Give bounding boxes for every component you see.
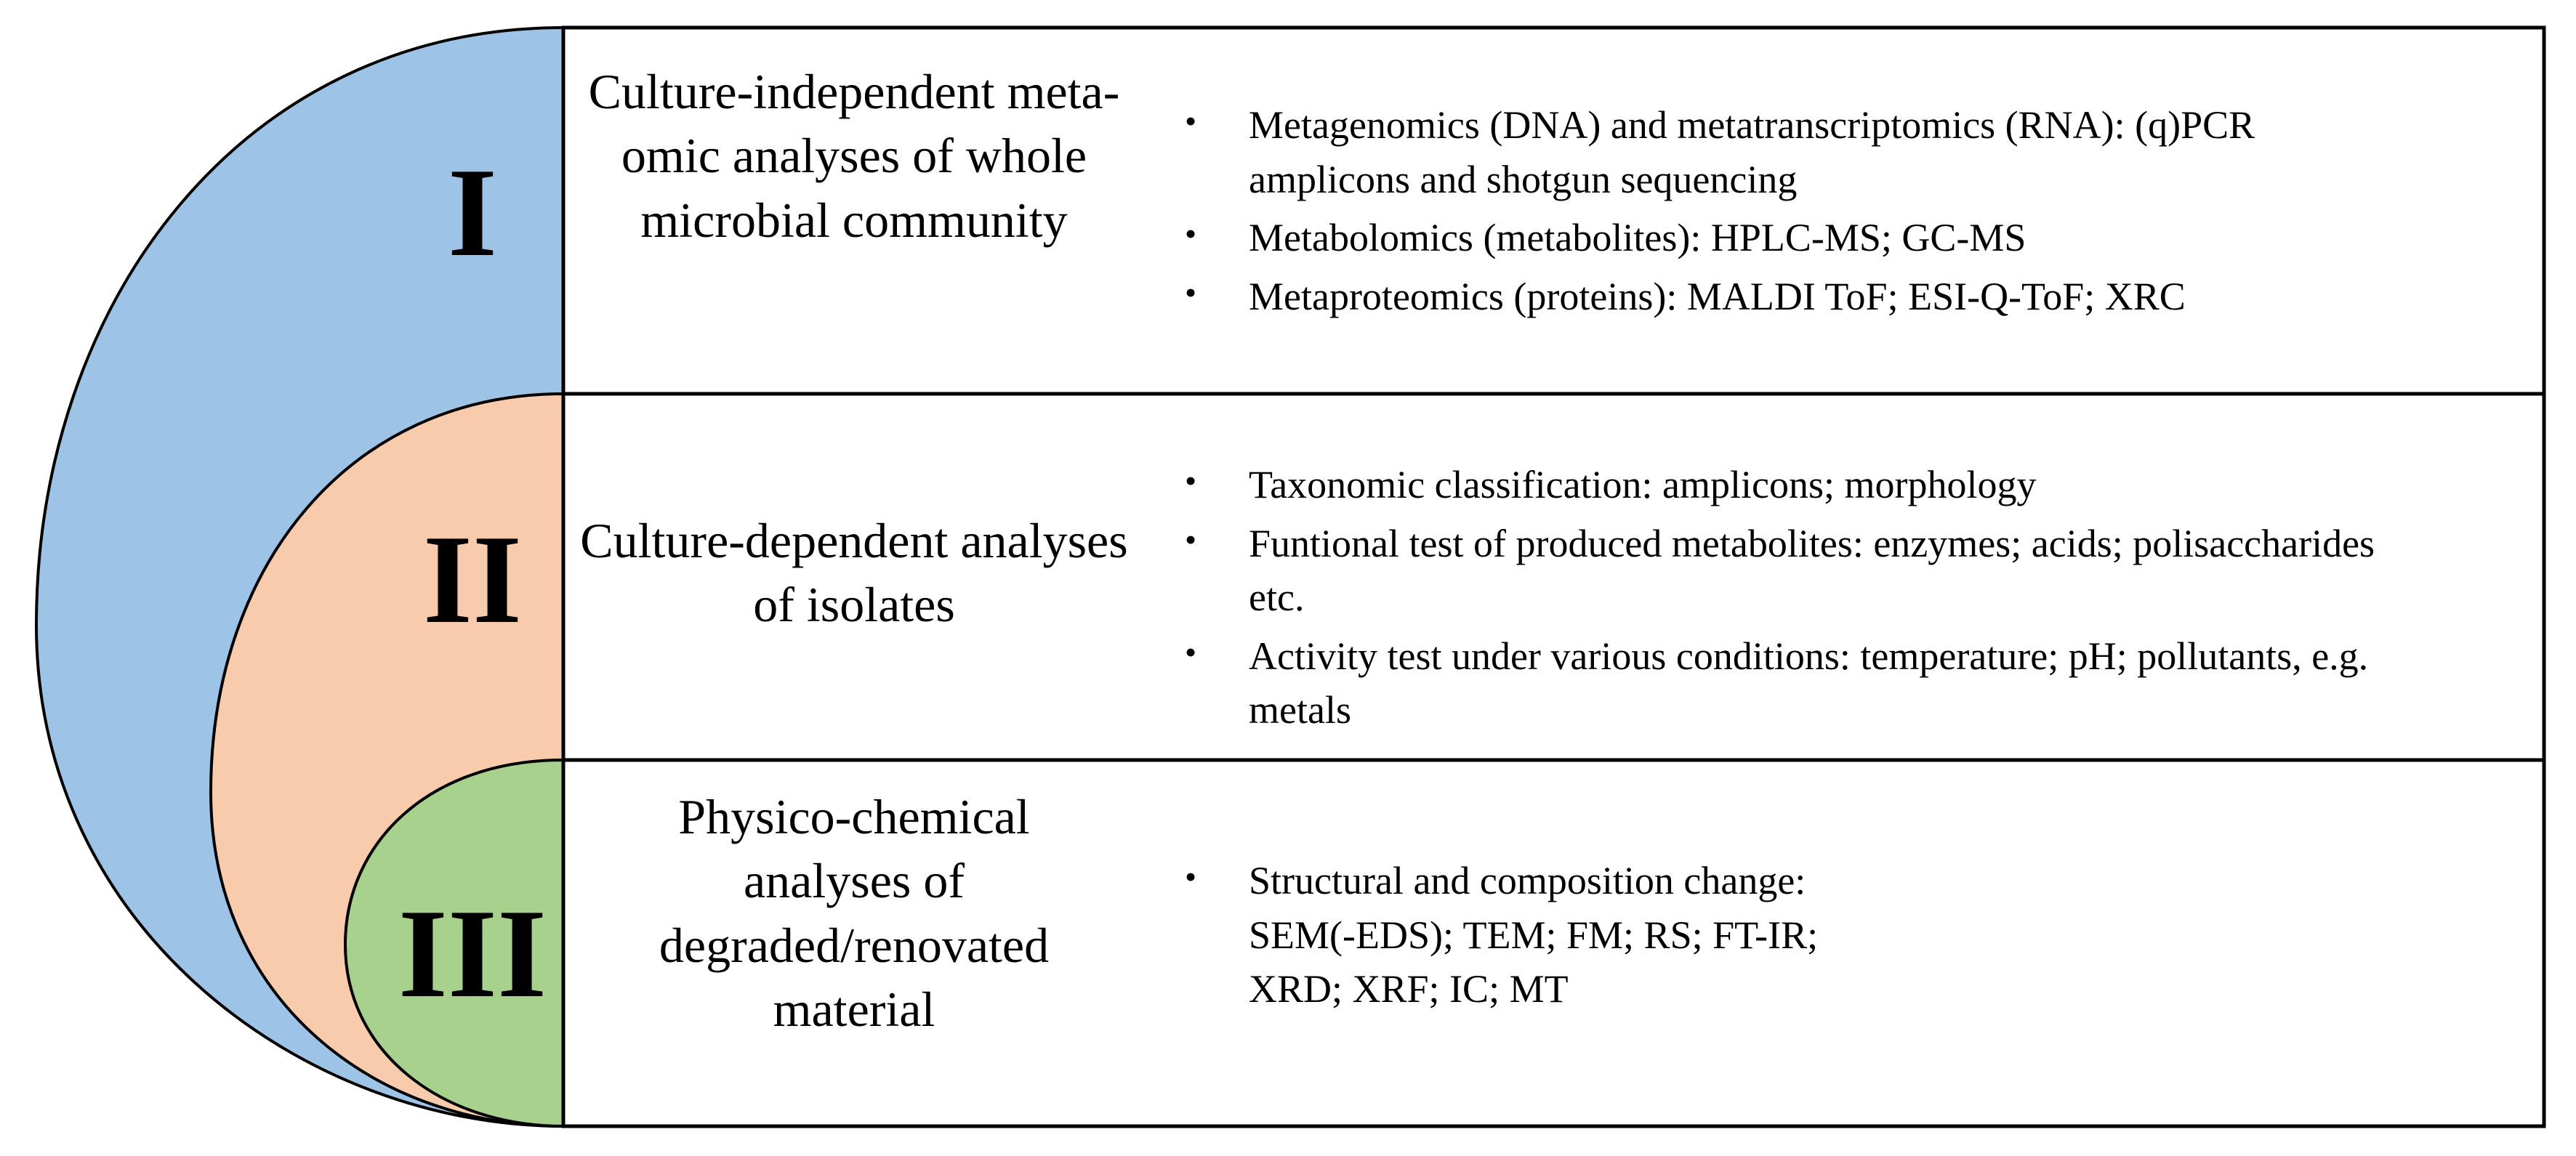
numeral-ii: II (422, 509, 523, 650)
row-2-bullets (1185, 458, 2529, 742)
row-1-title: Culture-independent meta-omic analyses of whole microbial community (588, 64, 1120, 248)
row-2-title: Culture-dependent analyses of isolates (580, 513, 1128, 633)
bullet-item: • Structural and composition change: SEM(-EDS); TEM; FM; RS; FT-IR; XRD; XRF; IC; MT (1185, 854, 2529, 1016)
row-3-bullets (1185, 854, 2529, 1021)
bullet-item: • Activity test under various conditions: temperature; pH; pollutants, e.g. metals (1185, 629, 2529, 737)
row-3-title: Physico-chemical analyses of degraded/renovated material (659, 789, 1050, 1038)
numeral-i: I (447, 142, 498, 283)
bullet-item: • Taxonomic classification: amplicons; morphology (1185, 458, 2529, 512)
row-1-bullets (1185, 98, 2529, 328)
bullet-item: • Funtional test of produced metabolites: enzymes; acids; polisaccharides etc. (1185, 517, 2529, 625)
numeral-iii: III (398, 883, 547, 1024)
bullet-item: • Metabolomics (metabolites): HPLC-MS; GC-MS (1185, 211, 2529, 265)
bullet-item: • Metaproteomics (proteins): MALDI ToF; ESI-Q-ToF; XRC (1185, 270, 2529, 324)
bullet-item: • Metagenomics (DNA) and metatranscriptomics (RNA): (q)PCR amplicons and shotgun sequencing (1185, 98, 2529, 206)
